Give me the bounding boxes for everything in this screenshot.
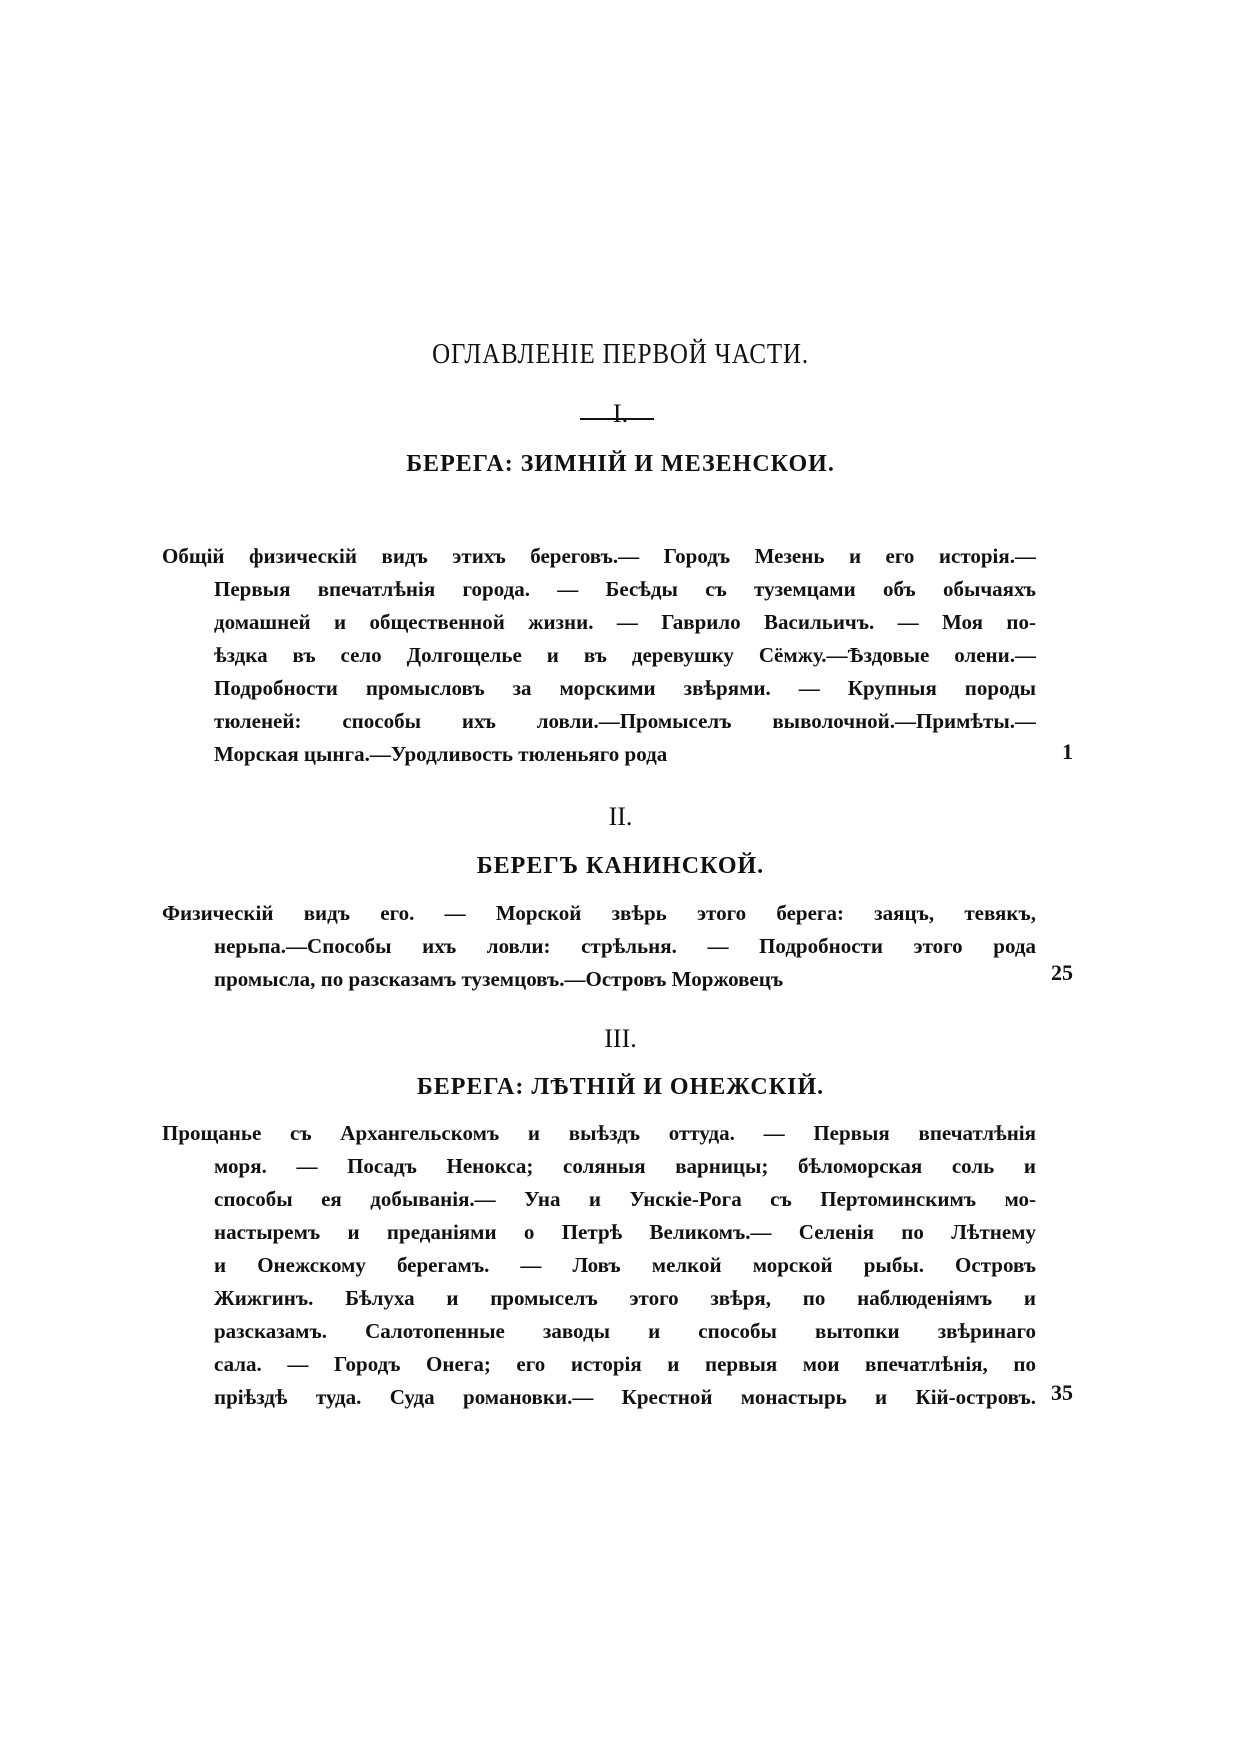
section-1-numeral: I. [612, 399, 629, 428]
section-3-summary [162, 1117, 1036, 1414]
summary-line: Общiй физическiй видъ этихъ береговъ.— Городъ Мезень и его исторiя.— [162, 544, 1036, 568]
summary-line: домашней и общественной жизни. — Гаврило Васильичъ. — Моя по- [214, 610, 1036, 634]
summary-line: настыремъ и преданiями о Петрѣ Великомъ.— Селенiя по Лѣтнему [214, 1220, 1036, 1244]
section-1-summary [162, 540, 1036, 771]
summary-line: Жижгинъ. Бѣлуха и промыселъ этого звѣря, по наблюденiямъ и [214, 1286, 1036, 1310]
summary-line: моря. — Посадъ Ненокса; соляныя варницы; бѣломорская соль и [214, 1154, 1036, 1178]
summary-line: Прощанье съ Архангельскомъ и выѣздъ оттуда. — Первыя впечатлѣнiя [162, 1121, 1036, 1145]
summary-line: Первыя впечатлѣнiя города. — Бесѣды съ туземцами объ обычаяхъ [214, 577, 1036, 601]
section-1-heading: БЕРЕГА: ЗИМНIЙ И МЕЗЕНСКОИ. [406, 451, 835, 477]
section-1-page-number: 1 [1062, 739, 1073, 764]
summary-line: нерьпа.—Способы ихъ ловли: стрѣльня. — Подробности этого рода [214, 934, 1036, 958]
section-2-numeral: II. [608, 802, 633, 831]
section-3-numeral: III. [604, 1024, 637, 1053]
summary-line: ѣздка въ село Долгощелье и въ деревушку Сёмжу.—Ѣздовые олени.— [214, 643, 1036, 667]
section-2-page-number: 25 [1051, 960, 1073, 985]
summary-line: и Онежскому берегамъ. — Ловъ мелкой морской рыбы. Островъ [214, 1253, 1036, 1277]
summary-line: разсказамъ. Салотопенные заводы и способы вытопки звѣринаго [214, 1319, 1036, 1343]
summary-line: промысла, по разсказамъ туземцовъ.—Островъ Моржовецъ [214, 967, 784, 991]
summary-line: способы ея добыванiя.— Уна и Унскiе-Рога съ Пертоминскимъ мо- [214, 1187, 1036, 1211]
summary-line: тюленей: способы ихъ ловли.—Промыселъ выволочной.—Примѣты.— [214, 709, 1036, 733]
section-3-heading: БЕРЕГА: ЛѢТНIЙ И ОНЕЖСКIЙ. [416, 1074, 825, 1100]
summary-line: Подробности промысловъ за морскими звѣрями. — Крупныя породы [214, 676, 1036, 700]
section-3-page-number: 35 [1051, 1380, 1073, 1405]
section-2-heading: БЕРЕГЪ КАНИНСКОЙ. [476, 853, 765, 879]
summary-line: Морская цынга.—Уродливость тюленьяго рода [214, 742, 668, 766]
summary-line: сала. — Городъ Онега; его исторiя и первыя мои впечатлѣнiя, по [214, 1352, 1036, 1376]
summary-line: Физическiй видъ его. — Морской звѣрь этого берега: заяцъ, тевякъ, [162, 901, 1036, 925]
page-title: ОГЛАВЛЕНIЕ ПЕРВОЙ ЧАСТИ. [432, 338, 809, 370]
summary-line: прiѣздѣ туда. Суда романовки.— Крестной монастырь и Кiй-островъ. [214, 1385, 1036, 1409]
section-2-summary [162, 897, 1036, 996]
